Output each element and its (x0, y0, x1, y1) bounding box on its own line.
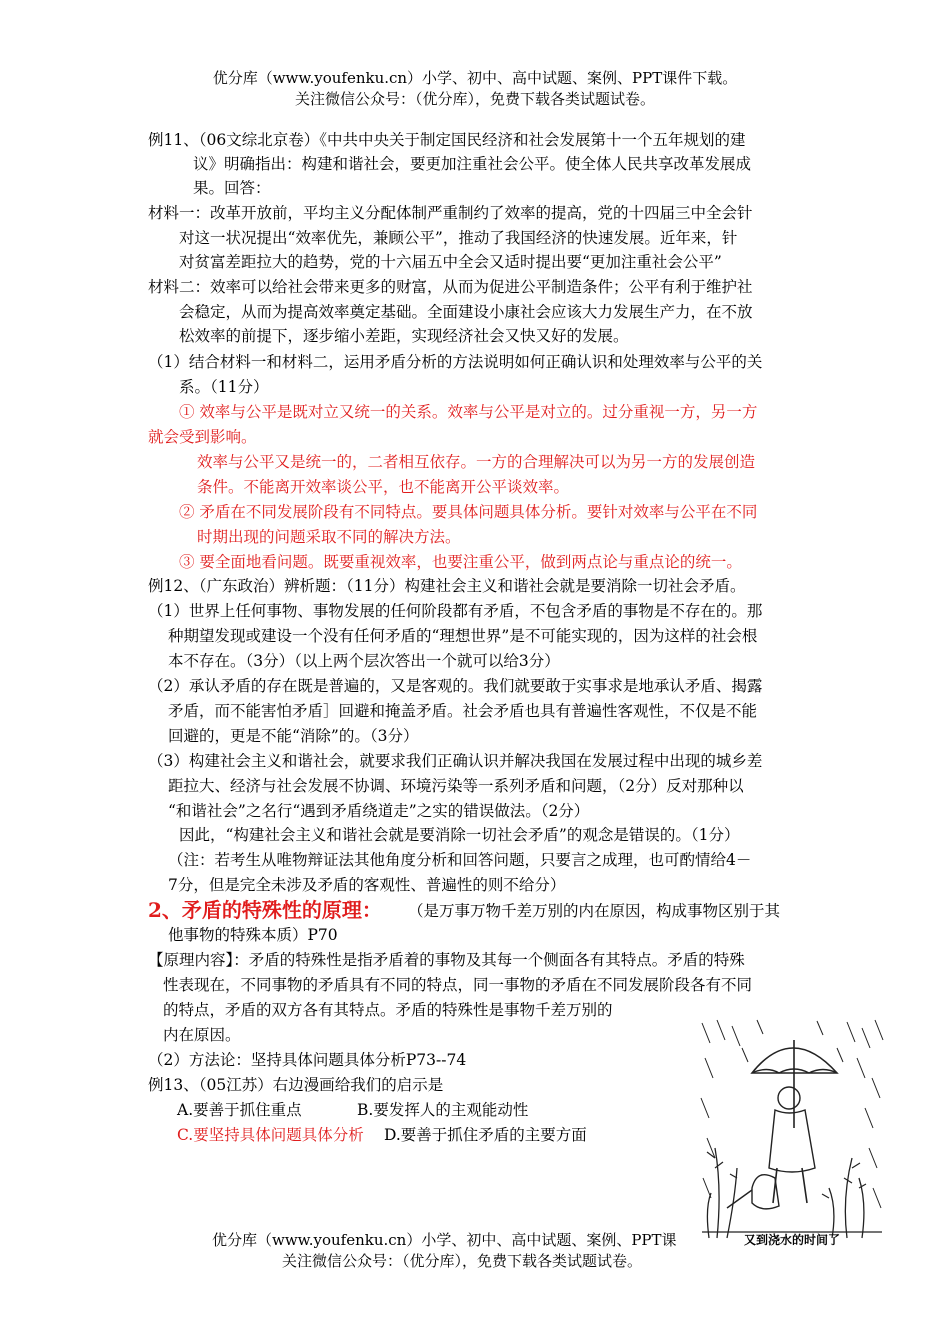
answer-1-line3: 效率与公平又是统一的，二者相互依存。一方的合理解决可以为另一方的发展创造 (197, 453, 756, 471)
answer-1-line4: 条件。不能离开效率谈公平，也不能离开公平谈效率。 (197, 478, 570, 496)
ex12-title: 例12、（广东政治）辨析题：（11分）构建社会主义和谐社会就是要消除一切社会矛盾。 (148, 577, 746, 595)
cartoon-caption: 又到浇水的时间了 (743, 1233, 841, 1246)
answer-2-line2: 时期出现的问题采取不同的解决方法。 (197, 528, 461, 546)
ex12-point-2-line3: 回避的，更是不能“消除”的。（3分） (168, 727, 419, 745)
material-2: 材料二：效率可以给社会带来更多的财富，从而为促进公平制造条件；公平有利于维护社 (148, 278, 753, 296)
footer-line-1: 优分库（www.youfenku.cn）小学、初中、高中试题、案例、PPT课 (212, 1231, 677, 1249)
option-a: A.要善于抓住重点 (177, 1101, 302, 1119)
question-1-line2: 系。（11分） (179, 378, 269, 396)
principle-content-line4: 内在原因。 (163, 1026, 241, 1044)
option-d: D.要善于抓住矛盾的主要方面 (384, 1126, 587, 1144)
material-1: 材料一：改革开放前，平均主义分配体制严重制约了效率的提高，党的十四届三中全会针 (148, 204, 753, 222)
ex12-point-2: （2）承认矛盾的存在既是普遍的，又是客观的。我们就要敢于实事求是地承认矛盾、揭露 (148, 677, 763, 695)
ex12-point-2-line2: 矛盾，而不能害怕矛盾］回避和掩盖矛盾。社会矛盾也具有普遍性客观性，不仅是不能 (168, 702, 758, 720)
material-1-line2: 对这一状况提出“效率优先，兼顾公平”，推动了我国经济的快速发展。近年来，针 (179, 229, 738, 247)
ex12-conclusion: 因此，“构建社会主义和谐社会就是要消除一切社会矛盾”的观念是错误的。（1分） (179, 826, 740, 844)
ex12-point-1-line3: 本不存在。（3分）（以上两个层次答出一个就可以给3分） (168, 652, 560, 670)
question-1: （1）结合材料一和材料二，运用矛盾分析的方法说明如何正确认识和处理效率与公平的关 (148, 353, 763, 371)
ex12-point-1: （1）世界上任何事物、事物发展的任何阶段都有矛盾，不包含矛盾的事物是不存在的。那 (148, 602, 763, 620)
answer-3: ③ 要全面地看问题。既要重视效率，也要注重公平，做到两点论与重点论的统一。 (179, 553, 742, 571)
ex12-note: （注：若考生从唯物辩证法其他角度分析和回答问题，只要言之成理，也可酌情给4－ (168, 851, 752, 869)
material-1-line3: 对贫富差距拉大的趋势，党的十六届五中全会又适时提出要“更加注重社会公平” (179, 253, 722, 271)
material-2-line3: 松效率的前提下，逐步缩小差距，实现经济社会又快又好的发展。 (179, 327, 629, 345)
footer-line-2: 关注微信公众号：（优分库），免费下载各类试题试卷。 (282, 1252, 643, 1270)
ex11-title-line3: 果。回答： (193, 179, 271, 197)
cartoon-drawing (697, 1018, 887, 1246)
methodology: （2）方法论：坚持具体问题具体分析P73--74 (148, 1051, 467, 1069)
rain-watering-cartoon (697, 1018, 887, 1246)
ex12-note-line2: 7分，但是完全未涉及矛盾的客观性、普遍性的则不给分） (168, 876, 566, 894)
answer-1-line2: 就会受到影响。 (148, 428, 257, 446)
ex12-point-1-line2: 种期望发现或建设一个没有任何矛盾的“理想世界”是不可能实现的，因为这样的社会根 (168, 627, 758, 645)
ex12-point-3-line2: 距拉大、经济与社会发展不协调、环境污染等一系列矛盾和问题，（2分）反对那种以 (168, 777, 744, 795)
header-line-1: 优分库（www.youfenku.cn）小学、初中、高中试题、案例、PPT课件下载。 (212, 69, 738, 87)
ex12-point-3-line3: “和谐社会”之名行“遇到矛盾绕道走”之实的错误做法。（2分） (168, 802, 590, 820)
ex11-title: 例11、（06文综北京卷）《中共中央关于制定国民经济和社会发展第十一个五年规划的建 (148, 131, 746, 149)
header-line-2: 关注微信公众号：（优分库），免费下载各类试题试卷。 (294, 90, 655, 108)
option-c: C.要坚持具体问题具体分析 (177, 1126, 364, 1144)
principle-content: 【原理内容】：矛盾的特殊性是指矛盾着的事物及其每一个侧面各有其特点。矛盾的特殊 (148, 951, 745, 969)
section-2-note: （是万事万物千差万别的内在原因，构成事物区别于其 (408, 902, 781, 920)
answer-2: ② 矛盾在不同发展阶段有不同特点。要具体问题具体分析。要针对效率与公平在不同 (179, 503, 758, 521)
ex13-title: 例13、（05江苏）右边漫画给我们的启示是 (148, 1076, 444, 1094)
ex12-point-3: （3）构建社会主义和谐社会，就要求我们正确认识并解决我国在发展过程中出现的城乡差 (148, 752, 763, 770)
answer-1: ① 效率与公平是既对立又统一的关系。效率与公平是对立的。过分重视一方，另一方 (179, 403, 758, 421)
principle-content-line2: 性表现在，不同事物的矛盾具有不同的特点，同一事物的矛盾在不同发展阶段各有不同 (163, 976, 753, 994)
section-2-heading: 2、矛盾的特殊性的原理： (148, 898, 382, 922)
material-2-line2: 会稳定，从而为提高效率奠定基础。全面建设小康社会应该大力发展生产力，在不放 (179, 303, 753, 321)
ex11-title-line2: 议》明确指出：构建和谐社会，要更加注重社会公平。使全体人民共享改革发展成 (193, 155, 752, 173)
option-b: B.要发挥人的主观能动性 (357, 1101, 529, 1119)
section-2-note-line2: 他事物的特殊本质）P70 (168, 926, 338, 944)
principle-content-line3: 的特点，矛盾的双方各有其特点。矛盾的特殊性是事物千差万别的 (163, 1001, 613, 1019)
